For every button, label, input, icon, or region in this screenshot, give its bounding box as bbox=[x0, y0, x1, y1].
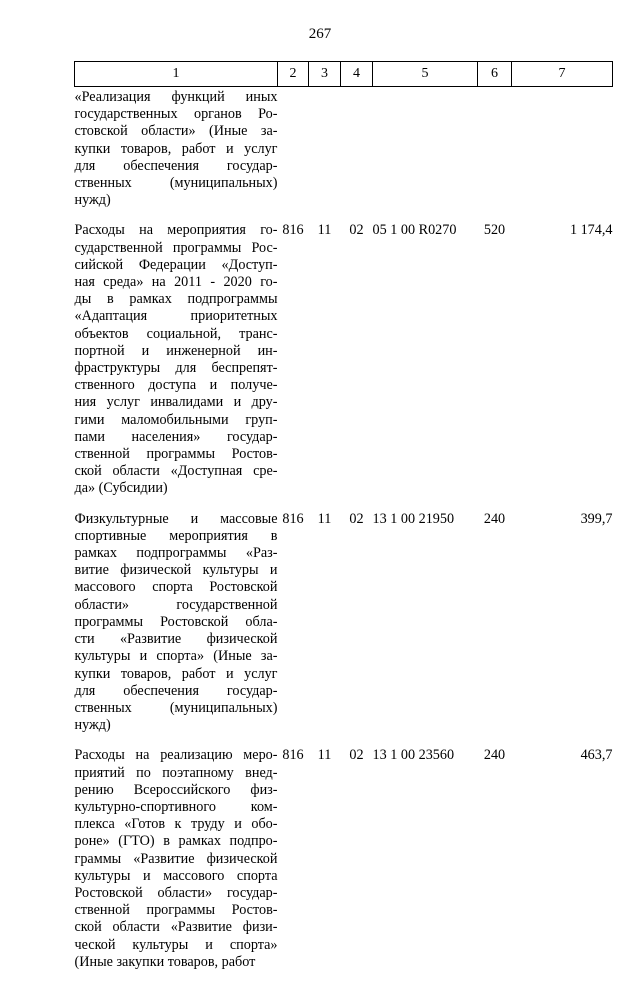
expense-type-cell: 240 bbox=[483, 747, 506, 764]
expense-name-line: Расходы на мероприятия го- bbox=[74, 222, 278, 239]
header-col-4: 4 bbox=[341, 62, 373, 87]
expense-name-line: рению Всероссийского физ- bbox=[74, 781, 278, 798]
expense-name-line: государственных органов Ро- bbox=[74, 106, 278, 123]
header-col-1: 1 bbox=[75, 62, 278, 87]
expense-name-line: области» государственной bbox=[74, 596, 278, 613]
target-article-cell: 05 1 00 R0270 bbox=[372, 222, 457, 239]
expense-name-cell bbox=[75, 87, 278, 222]
expense-name-line: граммы «Развитие физической bbox=[74, 850, 278, 867]
expense-name-line: нужд) bbox=[74, 192, 111, 209]
expense-name-line: объектов социальной, транс- bbox=[74, 325, 278, 342]
expense-name-line: фраструктуры для беспрепят- bbox=[74, 360, 278, 377]
target-article-cell: 13 1 00 21950 bbox=[372, 510, 455, 527]
expense-name-line: для обеспечения государ- bbox=[74, 157, 278, 174]
header-col-7: 7 bbox=[512, 62, 613, 87]
table-row bbox=[75, 746, 613, 983]
expense-name-line: пами населения» государ- bbox=[74, 428, 278, 445]
expense-type-cell: 520 bbox=[483, 222, 506, 239]
expense-name-line: массового спорта Ростовской bbox=[74, 579, 278, 596]
ministry-code-cell: 816 bbox=[282, 510, 304, 527]
expense-name-line: культурно-спортивного ком- bbox=[74, 798, 278, 815]
expense-name-line: рамках подпрограммы «Раз- bbox=[74, 545, 278, 562]
expense-name-line: Ростовской области» государ- bbox=[74, 884, 278, 901]
expense-name-line: сти «Развитие физической bbox=[74, 631, 278, 648]
header-col-3: 3 bbox=[309, 62, 341, 87]
expense-type-cell bbox=[478, 87, 512, 222]
expense-name-line: ственных (муниципальных) bbox=[74, 699, 278, 716]
expense-name-line: ской области «Развитие физи- bbox=[74, 919, 278, 936]
expense-name-line: да» (Субсидии) bbox=[74, 480, 168, 497]
header-col-2: 2 bbox=[278, 62, 309, 87]
expense-name-line: ственной программы Ростов- bbox=[74, 902, 278, 919]
subsection-code-cell: 02 bbox=[349, 222, 364, 239]
section-code-cell bbox=[309, 87, 341, 222]
expense-name-line: нужд) bbox=[74, 717, 111, 734]
expense-name-line: ческой культуры и спорта» bbox=[74, 936, 278, 953]
expense-name-line: сударственной программы Рос- bbox=[74, 239, 278, 256]
budget-table bbox=[74, 61, 613, 983]
amount-cell: 463,7 bbox=[580, 747, 613, 764]
header-col-6: 6 bbox=[478, 62, 512, 87]
expense-name-line: купки товаров, работ и услуг bbox=[74, 665, 278, 682]
amount-cell: 399,7 bbox=[580, 510, 613, 527]
expense-name-cell bbox=[75, 746, 278, 983]
expense-name-line: портной и инженерной ин- bbox=[74, 342, 278, 359]
expense-name-line: сийской Федерации «Доступ- bbox=[74, 256, 278, 273]
expense-name-line: гими маломобильными груп- bbox=[74, 411, 278, 428]
page-number: 267 bbox=[308, 26, 332, 42]
expense-name-line: ственной программы Ростов- bbox=[74, 446, 278, 463]
subsection-code-cell: 02 bbox=[349, 747, 364, 764]
subsection-code-cell: 02 bbox=[349, 510, 364, 527]
ministry-code-cell: 816 bbox=[282, 747, 304, 764]
expense-name-line: ды в рамках подпрограммы bbox=[74, 291, 278, 308]
expense-name-line: ственных (муниципальных) bbox=[74, 175, 278, 192]
expense-name-cell bbox=[75, 510, 278, 747]
expense-name-line: стовской области» (Иные за- bbox=[74, 123, 278, 140]
expense-name-line: приятий по поэтапному внед- bbox=[74, 764, 278, 781]
expense-name-line: спортивные мероприятия в bbox=[74, 527, 278, 544]
expense-name-cell bbox=[75, 221, 278, 509]
amount-cell bbox=[512, 87, 613, 222]
expense-name-line: Расходы на реализацию меро- bbox=[74, 747, 278, 764]
expense-name-line: плекса «Готов к труду и обо- bbox=[74, 816, 278, 833]
table-row bbox=[75, 510, 613, 747]
expense-name-line: витие физической культуры и bbox=[74, 562, 278, 579]
header-row bbox=[75, 62, 613, 87]
expense-name-line: культуры и массового спорта bbox=[74, 867, 278, 884]
section-code-cell: 11 bbox=[317, 222, 332, 239]
subsection-code-cell bbox=[341, 87, 373, 222]
expense-name-line: ственного доступа и получе- bbox=[74, 377, 278, 394]
expense-name-line: ской области «Доступная сре- bbox=[74, 463, 278, 480]
expense-name-line: Физкультурные и массовые bbox=[74, 510, 278, 527]
expense-name-line: (Иные закупки товаров, работ bbox=[74, 953, 256, 970]
expense-name-line: ная среда» на 2011 - 2020 го- bbox=[74, 274, 278, 291]
header-col-5: 5 bbox=[373, 62, 478, 87]
expense-name-line: «Реализация функций иных bbox=[74, 89, 278, 105]
expense-name-line: «Адаптация приоритетных bbox=[74, 308, 278, 325]
expense-name-line: роне» (ГТО) в рамках подпро- bbox=[74, 833, 278, 850]
expense-name-line: купки товаров, работ и услуг bbox=[74, 140, 278, 157]
amount-cell: 1 174,4 bbox=[569, 222, 613, 239]
ministry-code-cell: 816 bbox=[282, 222, 304, 239]
table-body bbox=[75, 87, 613, 983]
expense-name-line: культуры и спорта» (Иные за- bbox=[74, 648, 278, 665]
section-code-cell: 11 bbox=[317, 747, 332, 764]
expense-name-line: программы Ростовской обла- bbox=[74, 613, 278, 630]
target-article-cell: 13 1 00 23560 bbox=[372, 747, 455, 764]
table-row bbox=[75, 87, 613, 222]
expense-name-line: для обеспечения государ- bbox=[74, 682, 278, 699]
expense-name-line: ния услуг инвалидами и дру- bbox=[74, 394, 278, 411]
ministry-code-cell bbox=[278, 87, 309, 222]
section-code-cell: 11 bbox=[317, 510, 332, 527]
table-row bbox=[75, 221, 613, 509]
target-article-cell bbox=[373, 87, 478, 222]
expense-type-cell: 240 bbox=[483, 510, 506, 527]
